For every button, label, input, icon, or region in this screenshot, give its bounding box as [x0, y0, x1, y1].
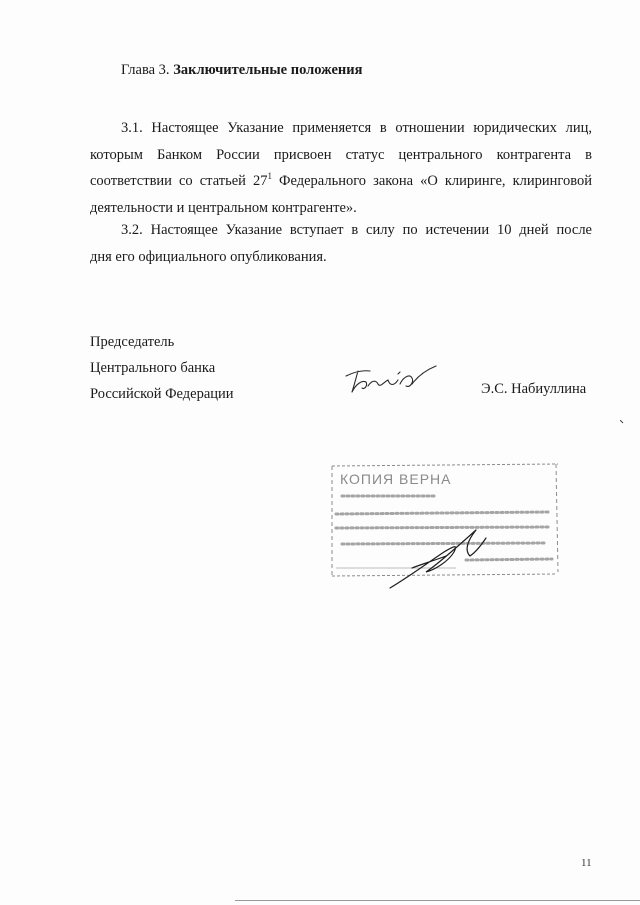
handwritten-signature: [340, 362, 440, 398]
signer-name: Э.С. Набиуллина: [481, 381, 587, 397]
paragraph-line: деятельности и центральном контрагенте».: [90, 199, 357, 216]
paragraph-line: 3.1. Настоящее Указание применяется в отношении юридических лиц,: [121, 120, 592, 136]
text-segment: соответствии со статьей 27: [90, 173, 268, 189]
stamp-illegible-lines: [336, 496, 552, 560]
superscript: 1: [267, 171, 272, 182]
scan-mark: [620, 420, 624, 424]
signatory-title-line: Председатель: [90, 334, 175, 350]
paragraph-line: дня его официального опубликования.: [90, 248, 327, 265]
chapter-title: Заключительные положения: [173, 62, 363, 78]
certified-copy-stamp: [326, 460, 566, 595]
paragraph-line: которым Банком России присвоен статус центрального контрагента в: [90, 146, 592, 163]
page-number: 11: [581, 857, 592, 869]
paragraph-3-1: [90, 115, 592, 221]
paragraph-3-2: [90, 217, 592, 270]
chapter-prefix: Глава 3.: [121, 62, 170, 78]
signatory-title: [90, 329, 234, 407]
text-segment: Федерального закона «О клиринге, клиринговой: [271, 173, 592, 189]
chapter-heading: [121, 62, 363, 79]
signatory-title-line: Центрального банка: [90, 360, 216, 376]
signatory-title-line: Российской Федерации: [90, 386, 234, 402]
paragraph-line: 3.2. Настоящее Указание вступает в силу по истечении 10 дней после: [121, 222, 592, 238]
stamp-heading: КОПИЯ ВЕРНА: [340, 471, 452, 487]
scan-edge-line: [235, 900, 640, 901]
paragraph-line-with-superscript: [90, 168, 592, 195]
